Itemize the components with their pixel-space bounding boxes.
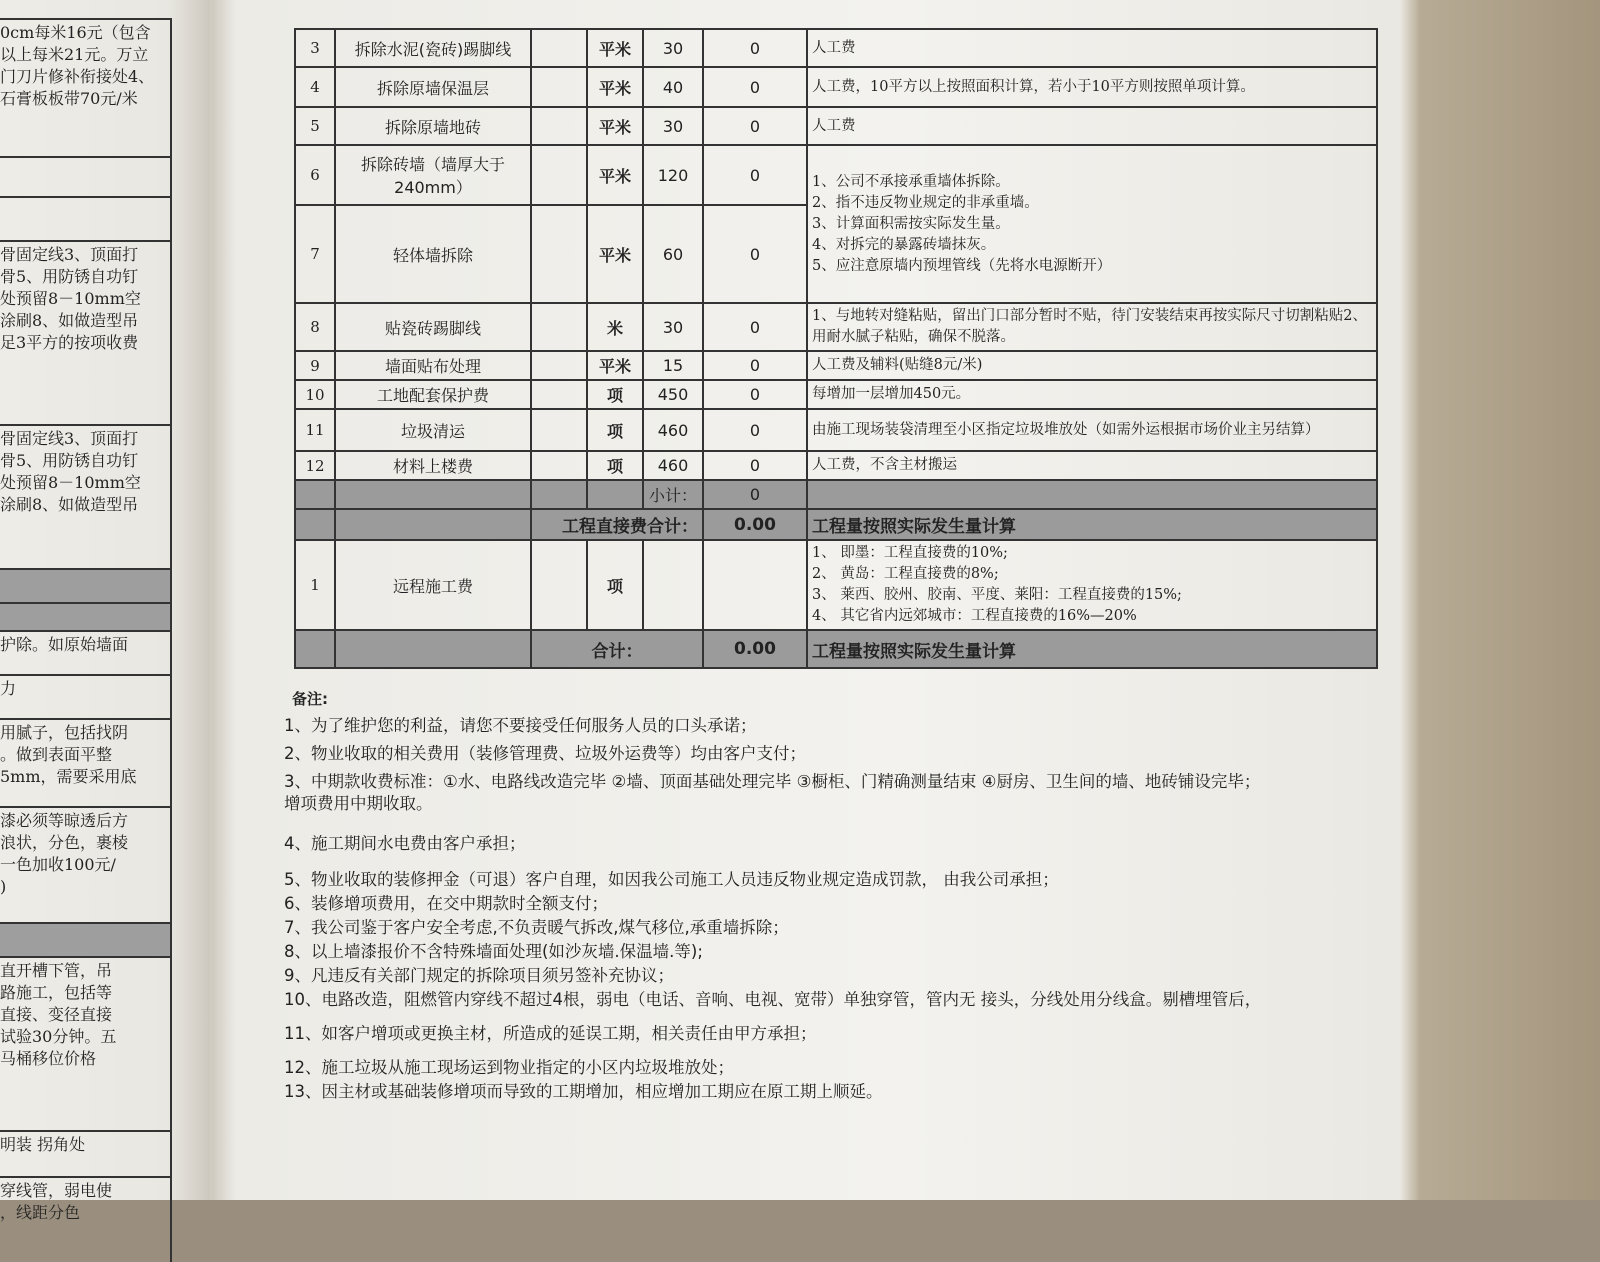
item-name: 拆除原墙地砖 <box>335 107 531 145</box>
table-row <box>295 303 1377 351</box>
blank-cell <box>587 480 643 509</box>
grand-total-row <box>295 630 1377 668</box>
blank-cell <box>531 205 587 303</box>
blank-cell <box>335 480 531 509</box>
item-amount: 0 <box>703 451 807 480</box>
row-number: 4 <box>295 67 335 107</box>
item-amount: 0 <box>703 107 807 145</box>
item-amount: 0 <box>703 303 807 351</box>
item-note: 人工费，不含主材搬运 <box>807 451 1377 480</box>
item-name: 远程施工费 <box>335 540 531 630</box>
remark-item: 1、为了维护您的利益，请您不要接受任何服务人员的口头承诺； <box>284 716 757 735</box>
blank-cell <box>335 509 531 540</box>
item-amount: 0 <box>703 29 807 67</box>
remark-item: 12、施工垃圾从施工现场运到物业指定的小区内垃圾堆放处； <box>284 1058 734 1077</box>
remark-item: 10、电路改造，阻燃管内穿线不超过4根，弱电（电话、音响、电视、宽带）单独穿管，管内无 接头，分线处用分线盒。剔槽埋管后， <box>284 990 1262 1009</box>
table-row <box>295 451 1377 480</box>
item-unit-price: 460 <box>643 409 703 451</box>
item-unit-price: 40 <box>643 67 703 107</box>
remote-fee-row <box>295 540 1377 630</box>
row-number: 3 <box>295 29 335 67</box>
blank-cell <box>335 630 531 668</box>
item-unit: 平米 <box>587 107 643 145</box>
item-unit: 项 <box>587 409 643 451</box>
remark-item: 5、物业收取的装修押金（可退）客户自理，如因我公司施工人员违反物业规定造成罚款， 由我公司承担； <box>284 870 1059 889</box>
direct-total-label: 工程直接费合计： <box>531 509 703 540</box>
left-page-row: 直开槽下管，吊 路施工，包括等 直接、变径直接 试验30分钟。五 马桶移位价格 <box>0 956 170 1130</box>
subtotal-row <box>295 480 1377 509</box>
blank-cell <box>807 480 1377 509</box>
item-name: 拆除砖墙（墙厚大于240mm） <box>335 145 531 205</box>
left-page-row <box>0 568 170 602</box>
item-unit-price: 460 <box>643 451 703 480</box>
item-note: 人工费及辅料(贴缝8元/米) <box>807 351 1377 380</box>
item-unit-price: 30 <box>643 303 703 351</box>
item-amount: 0 <box>703 205 807 303</box>
item-name: 拆除原墙保温层 <box>335 67 531 107</box>
row-number: 7 <box>295 205 335 303</box>
item-amount: 0 <box>703 351 807 380</box>
item-amount: 0 <box>703 409 807 451</box>
item-note: 1、与地转对缝粘贴，留出门口部分暂时不贴，待门安装结束再按实际尺寸切割粘贴2、用耐水腻子粘贴，确保不脱落。 <box>807 303 1377 351</box>
row-number: 12 <box>295 451 335 480</box>
direct-total-row <box>295 509 1377 540</box>
table-row <box>295 67 1377 107</box>
item-amount: 0 <box>703 380 807 409</box>
item-unit: 平米 <box>587 351 643 380</box>
left-page-row: 护除。如原始墙面 <box>0 630 170 674</box>
remark-item: 6、装修增项费用，在交中期款时全额支付； <box>284 894 608 913</box>
item-name: 工地配套保护费 <box>335 380 531 409</box>
item-unit-price: 30 <box>643 29 703 67</box>
blank-cell <box>295 509 335 540</box>
remark-item: 2、物业收取的相关费用（装修管理费、垃圾外运费等）均由客户支付； <box>284 744 806 763</box>
item-unit: 项 <box>587 380 643 409</box>
item-unit-price: 60 <box>643 205 703 303</box>
left-page-row <box>0 922 170 956</box>
item-unit-price: 120 <box>643 145 703 205</box>
remark-item: 11、如客户增项或更换主材，所造成的延误工期，相关责任由甲方承担； <box>284 1024 817 1043</box>
item-amount: 0 <box>703 67 807 107</box>
table-row <box>295 107 1377 145</box>
item-note: 1、 即墨：工程直接费的10%; 2、 黄岛：工程直接费的8%; 3、 莱西、胶州、胶南、平度、莱阳：工程直接费的15%; 4、 其它省内远郊城市：工程直接费的16%—20% <box>807 540 1377 630</box>
item-note: 每增加一层增加450元。 <box>807 380 1377 409</box>
blank-cell <box>531 107 587 145</box>
row-number: 6 <box>295 145 335 205</box>
grand-total-label: 合计： <box>531 630 703 668</box>
blank-cell <box>531 409 587 451</box>
grand-total-value: 0.00 <box>703 630 807 668</box>
remarks-list <box>284 715 1394 1103</box>
blank-cell <box>531 451 587 480</box>
item-note: 1、公司不承接承重墙体拆除。 2、指不违反物业规定的非承重墙。 3、计算面积需按实际发生量。 4、对拆完的暴露砖墙抹灰。 5、应注意原墙内预埋管线（先将水电源断开） <box>807 145 1377 303</box>
item-name: 贴瓷砖踢脚线 <box>335 303 531 351</box>
item-unit-price: 450 <box>643 380 703 409</box>
item-note: 人工费，10平方以上按照面积计算，若小于10平方则按照单项计算。 <box>807 67 1377 107</box>
blank-cell <box>531 351 587 380</box>
left-page-row <box>0 196 170 240</box>
blank-cell <box>531 380 587 409</box>
remark-item: 13、因主材或基础装修增项而导致的工期增加，相应增加工期应在原工期上顺延。 <box>284 1082 883 1101</box>
left-page-row <box>0 156 170 196</box>
subtotal-label: 小计： <box>643 480 703 509</box>
row-number: 1 <box>295 540 335 630</box>
row-number: 11 <box>295 409 335 451</box>
direct-total-value: 0.00 <box>703 509 807 540</box>
blank-cell <box>295 630 335 668</box>
item-unit: 项 <box>587 540 643 630</box>
left-page-row: 穿线管，弱电使 ，线距分色 <box>0 1176 170 1262</box>
item-unit-price: 30 <box>643 107 703 145</box>
row-number: 9 <box>295 351 335 380</box>
left-page-row: 骨固定线3、顶面打 骨5、用防锈自功钉 处预留8－10mm空 涂刷8、如做造型吊 足3平方的按项收费 <box>0 240 170 424</box>
table-row <box>295 145 1377 205</box>
item-note: 人工费 <box>807 107 1377 145</box>
blank-cell <box>531 480 587 509</box>
left-page-row: 力 <box>0 674 170 718</box>
item-note: 人工费 <box>807 29 1377 67</box>
blank-cell <box>531 145 587 205</box>
direct-total-note: 工程量按照实际发生量计算 <box>807 509 1377 540</box>
remark-item: 3、中期款收费标准：①水、电路线改造完毕 ②墙、顶面基础处理完毕 ③橱柜、门精确测量结束 ④厨房、卫生间的墙、地砖铺设完毕； 增项费用中期收取。 <box>284 772 1261 813</box>
blank-cell <box>531 303 587 351</box>
item-unit: 平米 <box>587 29 643 67</box>
item-name: 轻体墙拆除 <box>335 205 531 303</box>
item-unit-price: 15 <box>643 351 703 380</box>
row-number: 5 <box>295 107 335 145</box>
quotation-table-body <box>295 29 1377 668</box>
table-row <box>295 380 1377 409</box>
item-name: 垃圾清运 <box>335 409 531 451</box>
item-unit: 平米 <box>587 145 643 205</box>
blank-cell <box>531 29 587 67</box>
row-number: 8 <box>295 303 335 351</box>
left-page-row: 0cm每米16元（包含 以上每米21元。万立 门刀片修补衔接处4、 石膏板板带70元/米 <box>0 18 170 156</box>
item-unit: 平米 <box>587 205 643 303</box>
remark-item: 4、施工期间水电费由客户承担； <box>284 834 526 853</box>
quotation-table <box>294 28 1378 669</box>
left-page <box>0 0 210 1222</box>
item-name: 墙面贴布处理 <box>335 351 531 380</box>
left-page-row: 用腻子，包括找阴 。做到表面平整 5mm，需要采用底 <box>0 718 170 806</box>
item-unit: 平米 <box>587 67 643 107</box>
item-unit: 米 <box>587 303 643 351</box>
table-row <box>295 29 1377 67</box>
left-page-row <box>0 602 170 630</box>
left-page-row: 明装 拐角处 <box>0 1130 170 1176</box>
grand-total-note: 工程量按照实际发生量计算 <box>807 630 1377 668</box>
remark-item: 9、凡违反有关部门规定的拆除项目须另签补充协议； <box>284 966 674 985</box>
item-unit: 项 <box>587 451 643 480</box>
table-row <box>295 409 1377 451</box>
blank-cell <box>531 67 587 107</box>
row-number: 10 <box>295 380 335 409</box>
left-page-row: 漆必须等晾透后方 浪状，分色，裹棱 一色加收100元/ ) <box>0 806 170 922</box>
item-note: 由施工现场装袋清理至小区指定垃圾堆放处（如需外运根据市场价业主另结算） <box>807 409 1377 451</box>
subtotal-value: 0 <box>703 480 807 509</box>
table-row <box>295 351 1377 380</box>
item-name: 材料上楼费 <box>335 451 531 480</box>
remarks-section <box>284 688 1394 1103</box>
left-page-table <box>0 18 172 1262</box>
remarks-title: 备注: <box>292 690 328 708</box>
remark-item: 8、以上墙漆报价不含特殊墙面处理(如沙灰墙.保温墙.等); <box>284 942 703 961</box>
item-amount: 0 <box>703 145 807 205</box>
blank-cell <box>703 540 807 630</box>
remark-item: 7、我公司鉴于客户安全考虑,不负责暖气拆改,煤气移位,承重墙拆除； <box>284 918 789 937</box>
blank-cell <box>295 480 335 509</box>
item-name: 拆除水泥(瓷砖)踢脚线 <box>335 29 531 67</box>
blank-cell <box>531 540 587 630</box>
blank-cell <box>643 540 703 630</box>
left-page-row: 骨固定线3、顶面打 骨5、用防锈自功钉 处预留8－10mm空 涂刷8、如做造型吊 <box>0 424 170 568</box>
quotation-page <box>236 0 1416 1200</box>
